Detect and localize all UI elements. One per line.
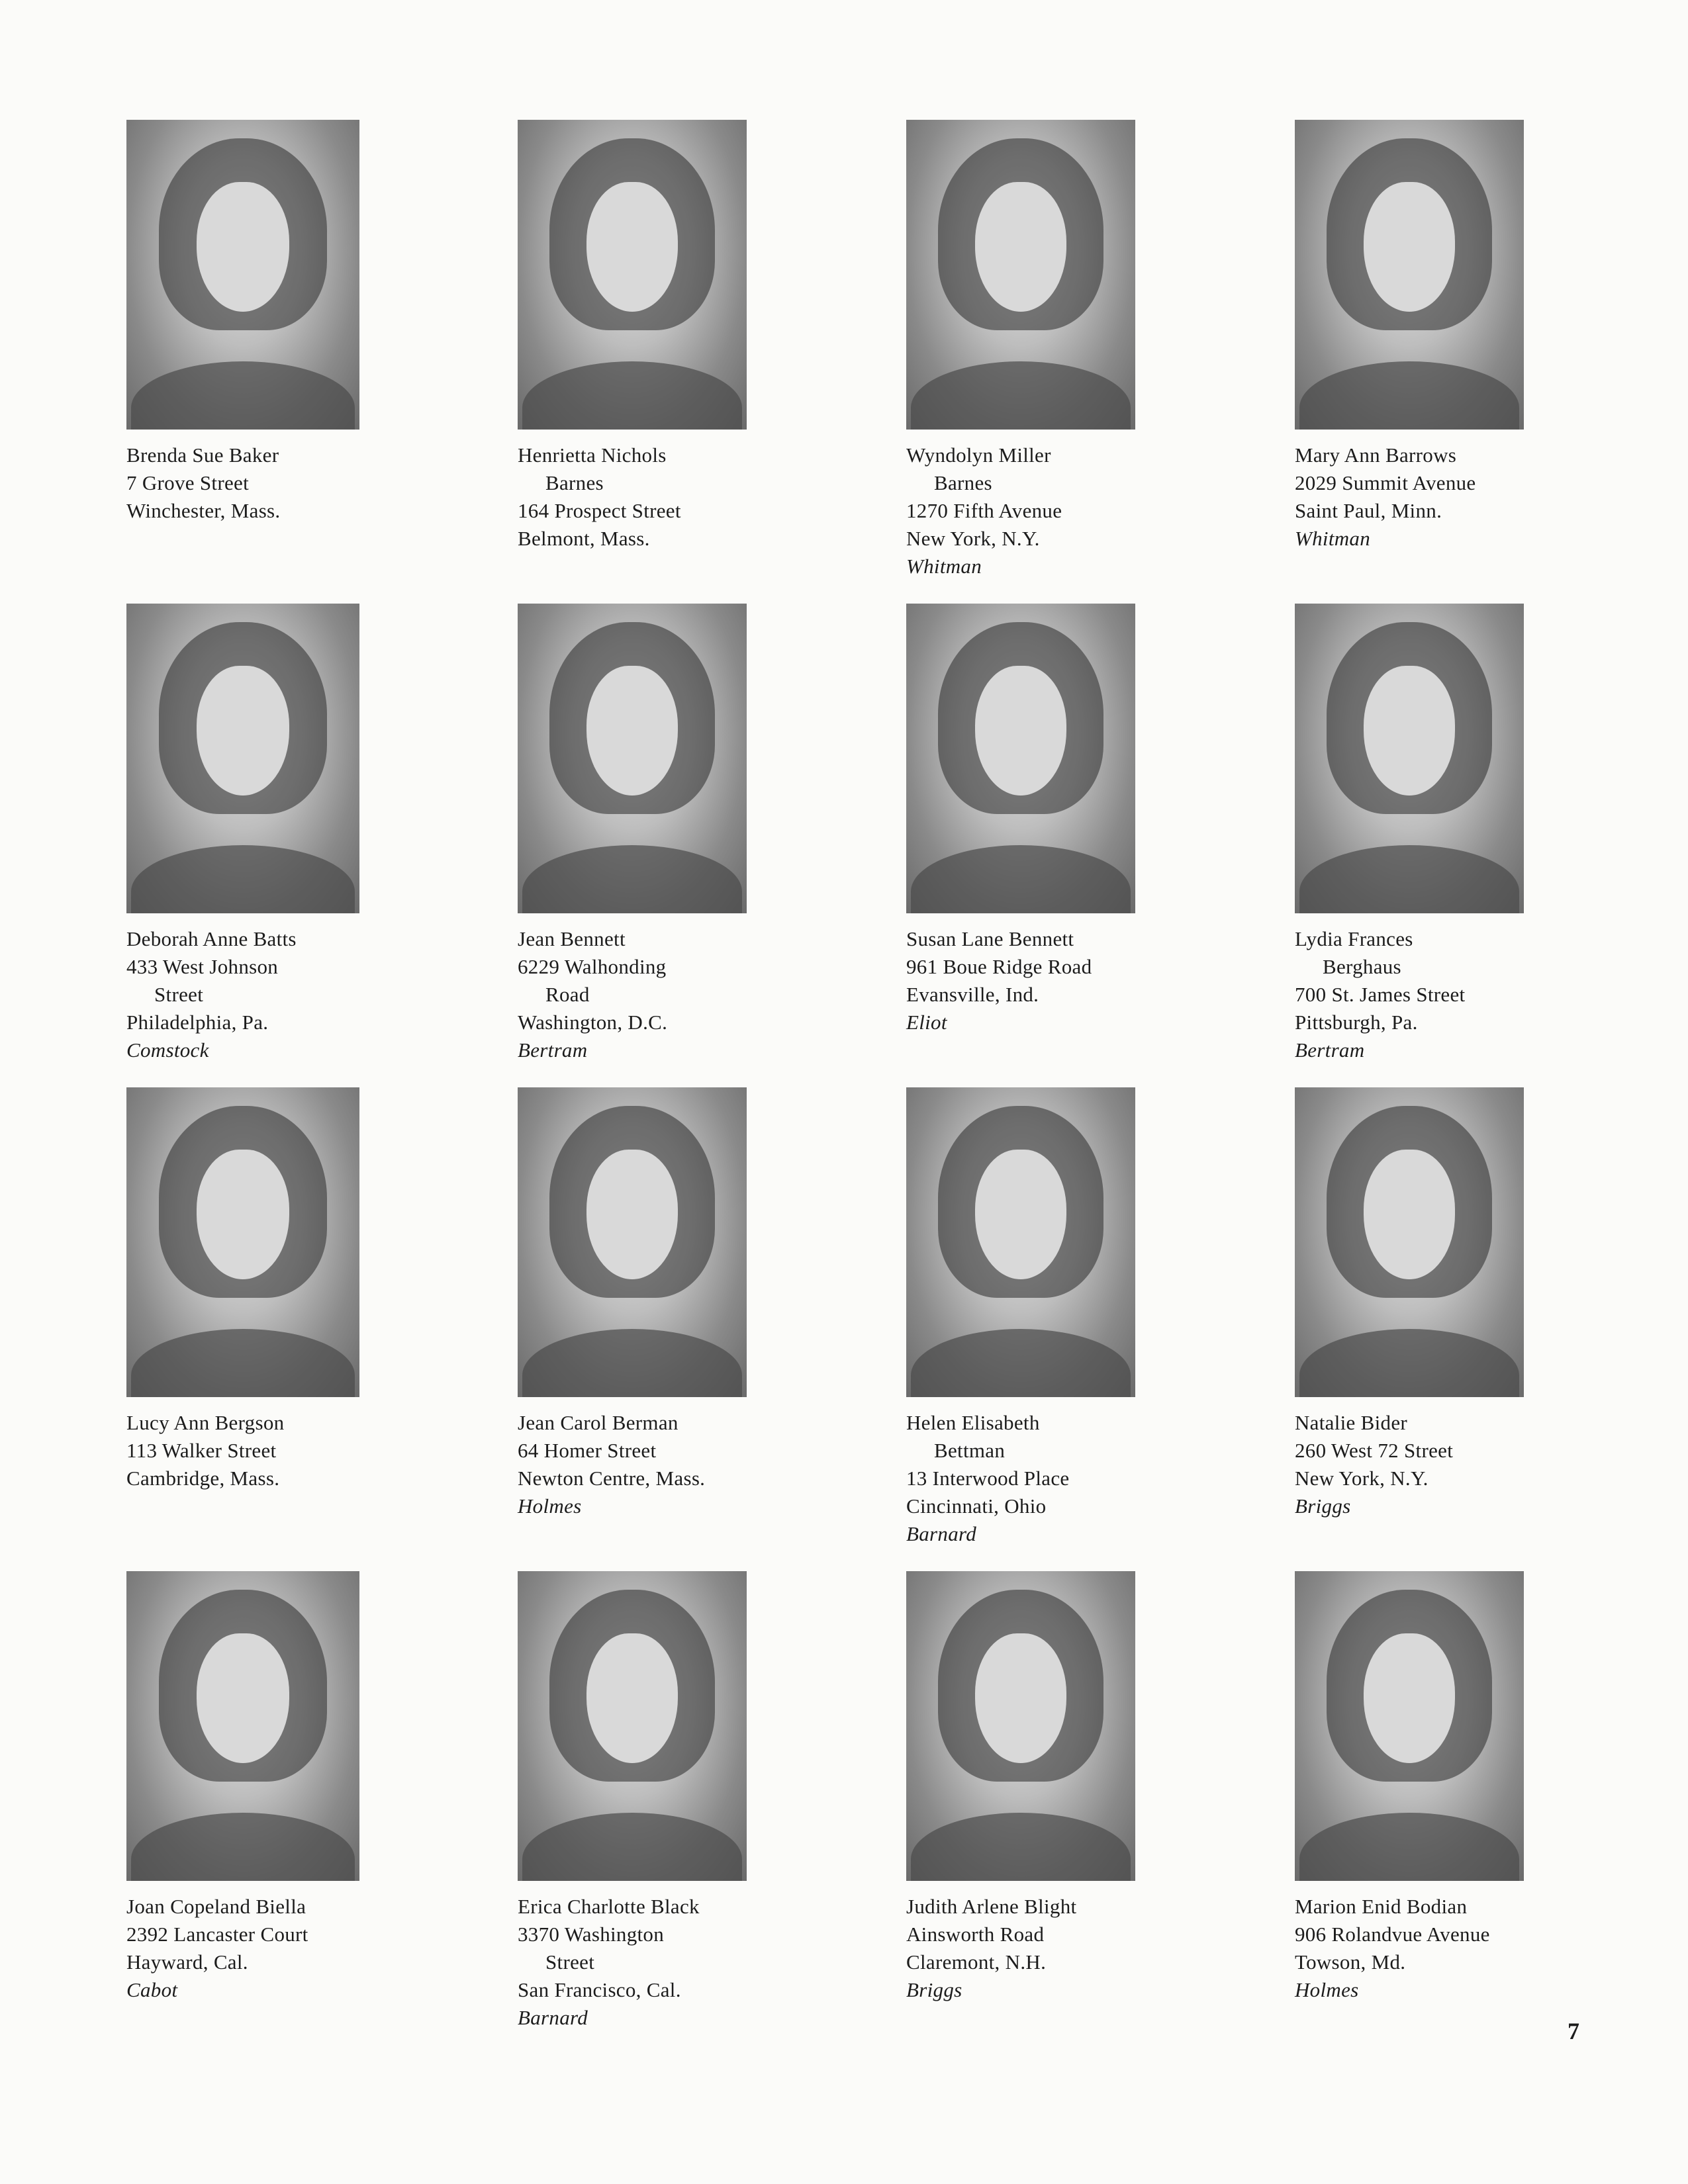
entry-7 <box>906 604 1211 1036</box>
address-line: New York, N.Y. <box>1295 1467 1429 1490</box>
entry-caption <box>126 441 431 525</box>
entry-9 <box>126 1087 431 1492</box>
portrait-photo <box>518 604 747 913</box>
address-line: 6229 Walhonding <box>518 955 667 978</box>
portrait-photo <box>906 120 1135 430</box>
student-name: Jean Carol Berman <box>518 1411 679 1434</box>
entry-caption <box>126 925 431 1064</box>
entry-3 <box>906 120 1211 580</box>
address-line: Pittsburgh, Pa. <box>1295 1011 1418 1034</box>
address-line: Belmont, Mass. <box>518 527 650 550</box>
entry-6 <box>518 604 822 1064</box>
address-line: 3370 Washington <box>518 1923 665 1946</box>
entry-caption <box>906 1409 1211 1548</box>
portrait-photo <box>906 1571 1135 1881</box>
portrait-photo <box>126 120 359 430</box>
house-name: Bertram <box>1295 1038 1365 1062</box>
address-line: Washington, D.C. <box>518 1011 668 1034</box>
student-name: Mary Ann Barrows <box>1295 443 1457 467</box>
entry-2 <box>518 120 822 553</box>
entry-15 <box>906 1571 1211 2004</box>
portrait-photo <box>906 1087 1135 1397</box>
entry-caption <box>906 441 1211 580</box>
student-name: Joan Copeland Biella <box>126 1895 306 1918</box>
house-name: Holmes <box>518 1494 582 1518</box>
address-line: Ainsworth Road <box>906 1923 1045 1946</box>
entry-caption <box>518 925 822 1064</box>
portrait-photo <box>1295 120 1524 430</box>
address-line: Philadelphia, Pa. <box>126 1011 269 1034</box>
student-name: Lydia Frances <box>1295 927 1413 950</box>
student-name: Deborah Anne Batts <box>126 927 297 950</box>
student-name: Natalie Bider <box>1295 1411 1408 1434</box>
address-line: New York, N.Y. <box>906 527 1040 550</box>
student-name: Lucy Ann Bergson <box>126 1411 285 1434</box>
student-name: Susan Lane Bennett <box>906 927 1074 950</box>
address-line: Saint Paul, Minn. <box>1295 499 1442 522</box>
entry-caption <box>126 1409 431 1492</box>
portrait-photo <box>126 604 359 913</box>
entry-4 <box>1295 120 1599 553</box>
address-line-continued: Street <box>545 1950 595 1974</box>
entry-5 <box>126 604 431 1064</box>
address-line: 2392 Lancaster Court <box>126 1923 308 1946</box>
student-name: Judith Arlene Blight <box>906 1895 1077 1918</box>
house-name: Whitman <box>906 555 982 578</box>
entry-caption <box>518 441 822 553</box>
address-line: 7 Grove Street <box>126 471 249 494</box>
portrait-photo <box>1295 604 1524 913</box>
portrait-photo <box>1295 1087 1524 1397</box>
entry-14 <box>518 1571 822 2032</box>
address-line: Towson, Md. <box>1295 1950 1406 1974</box>
entry-caption <box>518 1893 822 2032</box>
entry-caption <box>126 1893 431 2004</box>
address-line: 2029 Summit Avenue <box>1295 471 1476 494</box>
student-name-continued: Bettman <box>934 1439 1006 1462</box>
student-name-continued: Barnes <box>934 471 992 494</box>
entry-caption <box>1295 925 1599 1064</box>
student-name: Brenda Sue Baker <box>126 443 279 467</box>
student-name: Henrietta Nichols <box>518 443 667 467</box>
address-line: San Francisco, Cal. <box>518 1978 681 2001</box>
address-line: Newton Centre, Mass. <box>518 1467 706 1490</box>
entry-caption <box>1295 1409 1599 1520</box>
entry-caption <box>518 1409 822 1520</box>
entry-caption <box>1295 1893 1599 2004</box>
address-line: 13 Interwood Place <box>906 1467 1070 1490</box>
entry-caption <box>1295 441 1599 553</box>
portrait-photo <box>906 604 1135 913</box>
address-line: 260 West 72 Street <box>1295 1439 1454 1462</box>
page-number: 7 <box>1568 2018 1579 2044</box>
address-line: 64 Homer Street <box>518 1439 657 1462</box>
house-name: Comstock <box>126 1038 209 1062</box>
entry-16 <box>1295 1571 1599 2004</box>
address-line: 164 Prospect Street <box>518 499 681 522</box>
house-name: Briggs <box>906 1978 962 2001</box>
student-name: Erica Charlotte Black <box>518 1895 700 1918</box>
address-line: 113 Walker Street <box>126 1439 277 1462</box>
address-line-continued: Street <box>154 983 204 1006</box>
portrait-photo <box>518 120 747 430</box>
address-line: Cambridge, Mass. <box>126 1467 280 1490</box>
address-line: 433 West Johnson <box>126 955 279 978</box>
house-name: Eliot <box>906 1011 947 1034</box>
house-name: Cabot <box>126 1978 178 2001</box>
portrait-photo <box>518 1087 747 1397</box>
address-line-continued: Road <box>545 983 590 1006</box>
address-line: 906 Rolandvue Avenue <box>1295 1923 1490 1946</box>
entry-10 <box>518 1087 822 1520</box>
portrait-photo <box>126 1087 359 1397</box>
address-line: Winchester, Mass. <box>126 499 281 522</box>
house-name: Barnard <box>518 2006 588 2029</box>
entry-1 <box>126 120 431 525</box>
student-name-continued: Barnes <box>545 471 604 494</box>
portrait-photo <box>126 1571 359 1881</box>
entry-13 <box>126 1571 431 2004</box>
student-name: Marion Enid Bodian <box>1295 1895 1468 1918</box>
address-line: Cincinnati, Ohio <box>906 1494 1047 1518</box>
house-name: Bertram <box>518 1038 588 1062</box>
address-line: 700 St. James Street <box>1295 983 1466 1006</box>
student-name-continued: Berghaus <box>1323 955 1401 978</box>
address-line: 1270 Fifth Avenue <box>906 499 1062 522</box>
house-name: Barnard <box>906 1522 977 1545</box>
entry-8 <box>1295 604 1599 1064</box>
house-name: Whitman <box>1295 527 1371 550</box>
address-line: 961 Boue Ridge Road <box>906 955 1092 978</box>
address-line: Hayward, Cal. <box>126 1950 248 1974</box>
student-name: Jean Bennett <box>518 927 626 950</box>
portrait-photo <box>1295 1571 1524 1881</box>
entry-caption <box>906 1893 1211 2004</box>
address-line: Claremont, N.H. <box>906 1950 1047 1974</box>
entry-12 <box>1295 1087 1599 1520</box>
student-name: Wyndolyn Miller <box>906 443 1051 467</box>
entry-caption <box>906 925 1211 1036</box>
house-name: Briggs <box>1295 1494 1351 1518</box>
house-name: Holmes <box>1295 1978 1359 2001</box>
entry-11 <box>906 1087 1211 1548</box>
address-line: Evansville, Ind. <box>906 983 1039 1006</box>
student-name: Helen Elisabeth <box>906 1411 1040 1434</box>
portrait-photo <box>518 1571 747 1881</box>
